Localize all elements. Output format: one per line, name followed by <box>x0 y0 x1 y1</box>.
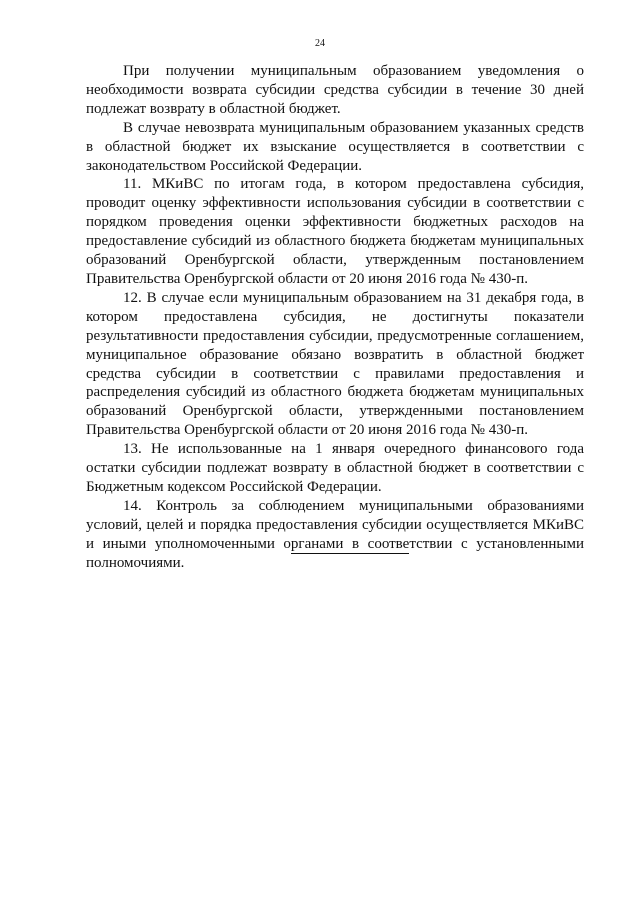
paragraph-12-indicators-not-met: 12. В случае если муниципальным образованием на 31 декабря года, в котором предоставлена субсидия, не достигнуты показатели результативности предоставления субсидии, предусмотренные соглашением, муниципальное образование обязано возвратить в областной бюджет средства субсидии в соответствии с правилами предоставления и распределения субсидий из областного бюджета бюджетам муниципальных образований Оренбургской области, утвержденными постановлением Правительства Оренбургской области от 20 июня 2016 года № 430-п. <box>86 289 584 439</box>
paragraph-11-efficiency-assessment: 11. МКиВС по итогам года, в котором предоставлена субсидия, проводит оценку эффективности использования субсидии в соответствии с порядком проведения оценки эффективности бюджетных расходов на предоставление субсидий из областного бюджета бюджетам муниципальных образований Оренбургской области, утвержденным постановлением Правительства Оренбургской области от 20 июня 2016 года № 430-п. <box>86 176 584 287</box>
page-number: 24 <box>315 38 325 49</box>
paragraph-return-notice: При получении муниципальным образованием уведомления о необходимости возврата субсидии средства субсидии в течение 30 дней подлежат возврату в областной бюджет. <box>86 63 584 117</box>
paragraph-13-unused-balances: 13. Не использованные на 1 января очередного финансового года остатки субсидии подлежат возврату в областной бюджет в соответствии с Бюджетным кодексом Российской Федерации. <box>86 441 584 495</box>
paragraph-14-control: 14. Контроль за соблюдением муниципальными образованиями условий, целей и порядка предоставления субсидии осуществляется МКиВС и иными уполномоченными органами в соответствии с установленными полномочиями. <box>86 497 584 571</box>
paragraph-non-return-recovery: В случае невозврата муниципальным образованием указанных средств в областной бюджет их взыскание осуществляется в соответствии с законодательством Российской Федерации. <box>86 119 584 174</box>
end-divider-line <box>291 553 409 554</box>
document-body <box>86 62 584 572</box>
